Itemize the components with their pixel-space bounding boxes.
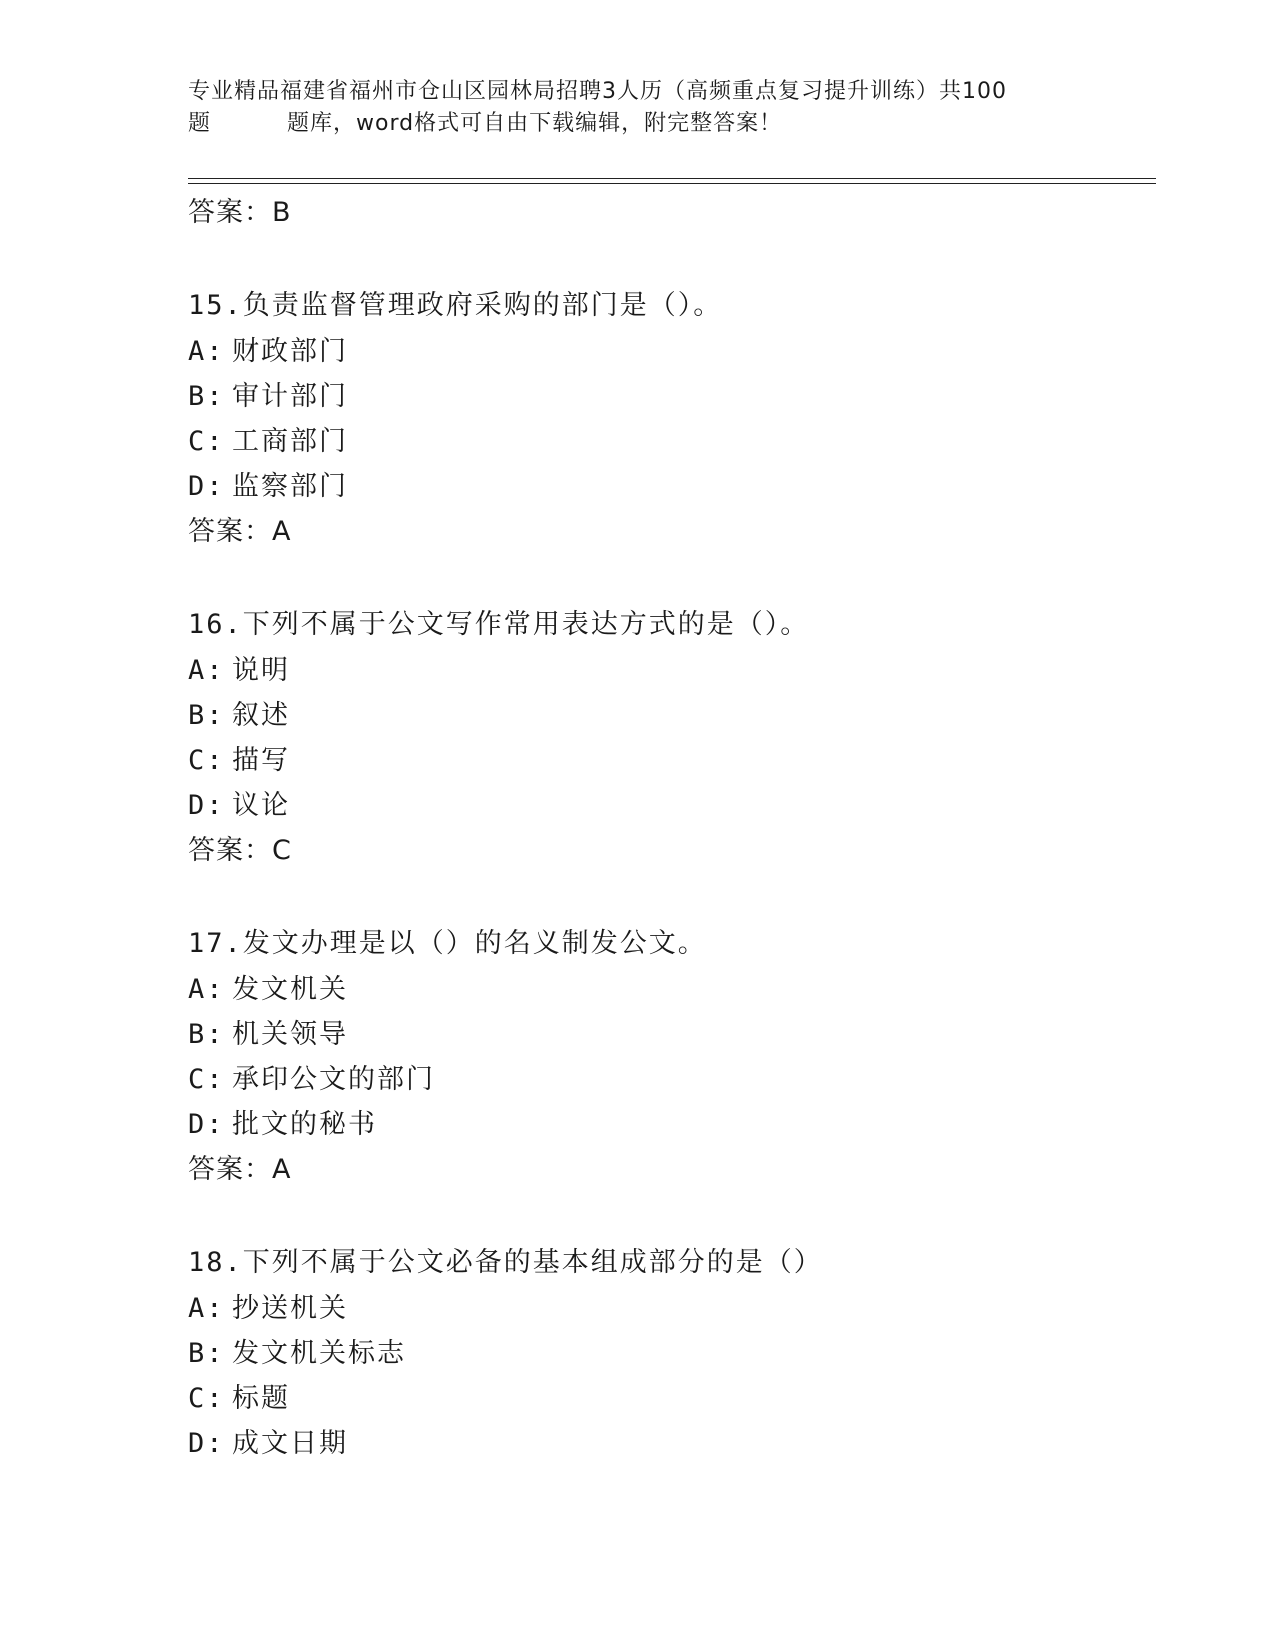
option-letter: A:	[188, 336, 225, 367]
question-number: 18.	[188, 1247, 243, 1278]
option-text: 批文的秘书	[232, 1109, 377, 1140]
option-letter: B:	[188, 1019, 225, 1050]
option-b	[188, 374, 1148, 419]
question-text: 负责监督管理政府采购的部门是（）。	[242, 290, 723, 321]
header-line2-left: 题	[188, 111, 212, 136]
option-text: 叙述	[232, 700, 290, 731]
option-d	[188, 1421, 1148, 1466]
question-text: 下列不属于公文必备的基本组成部分的是（）	[242, 1247, 823, 1278]
option-text: 工商部门	[232, 426, 348, 457]
question-text: 发文办理是以（）的名义制发公文。	[242, 928, 707, 959]
option-a	[188, 648, 1148, 693]
question-block-17	[188, 921, 1148, 1193]
option-letter: D:	[188, 471, 225, 502]
option-text: 承印公文的部门	[232, 1064, 435, 1095]
question-stem	[188, 921, 1148, 967]
option-text: 标题	[232, 1383, 290, 1414]
option-b	[188, 1012, 1148, 1057]
option-letter: D:	[188, 1428, 225, 1459]
question-stem	[188, 283, 1148, 329]
option-letter: A:	[188, 1293, 225, 1324]
question-stem	[188, 1240, 1148, 1286]
answer-line: 答案：A	[188, 1154, 292, 1185]
option-text: 描写	[232, 745, 290, 776]
option-text: 机关领导	[232, 1019, 348, 1050]
option-text: 发文机关标志	[232, 1338, 406, 1369]
option-text: 发文机关	[232, 974, 348, 1005]
option-text: 成文日期	[232, 1428, 348, 1459]
option-d	[188, 783, 1148, 828]
previous-answer: 答案：B	[188, 197, 292, 228]
option-d	[188, 1102, 1148, 1147]
question-text: 下列不属于公文写作常用表达方式的是（）。	[242, 609, 810, 640]
option-letter: D:	[188, 1109, 225, 1140]
option-text: 说明	[232, 655, 290, 686]
header-title-line1: 专业精品福建省福州市仓山区园林局招聘3人历（高频重点复习提升训练）共100	[188, 79, 1007, 104]
option-letter: A:	[188, 974, 225, 1005]
header-divider-bottom	[188, 183, 1156, 184]
answer-line: 答案：A	[188, 516, 292, 547]
option-text: 议论	[232, 790, 290, 821]
option-c	[188, 1376, 1148, 1421]
option-letter: B:	[188, 1338, 225, 1369]
option-letter: B:	[188, 700, 225, 731]
option-a	[188, 1286, 1148, 1331]
question-stem	[188, 602, 1148, 648]
header-line2-right: 题库，word格式可自由下载编辑，附完整答案！	[287, 111, 783, 136]
option-c	[188, 1057, 1148, 1102]
option-letter: A:	[188, 655, 225, 686]
option-letter: C:	[188, 1383, 225, 1414]
option-text: 抄送机关	[232, 1293, 348, 1324]
option-letter: C:	[188, 426, 225, 457]
option-text: 监察部门	[232, 471, 348, 502]
question-block-15	[188, 283, 1148, 555]
option-c	[188, 419, 1148, 464]
option-c	[188, 738, 1148, 783]
option-a	[188, 967, 1148, 1012]
page-header	[188, 76, 1088, 140]
question-list	[188, 190, 1148, 1466]
question-block-18	[188, 1240, 1148, 1466]
option-d	[188, 464, 1148, 509]
question-number: 15.	[188, 290, 243, 321]
answer-line: 答案：C	[188, 835, 292, 866]
option-letter: D:	[188, 790, 225, 821]
header-title-line2	[188, 108, 1088, 140]
option-letter: B:	[188, 381, 225, 412]
question-number: 17.	[188, 928, 243, 959]
option-text: 审计部门	[232, 381, 348, 412]
option-letter: C:	[188, 1064, 225, 1095]
option-letter: C:	[188, 745, 225, 776]
question-number: 16.	[188, 609, 243, 640]
option-b	[188, 1331, 1148, 1376]
option-a	[188, 329, 1148, 374]
question-block-16	[188, 602, 1148, 874]
option-text: 财政部门	[232, 336, 348, 367]
header-divider-top	[188, 178, 1156, 179]
option-b	[188, 693, 1148, 738]
